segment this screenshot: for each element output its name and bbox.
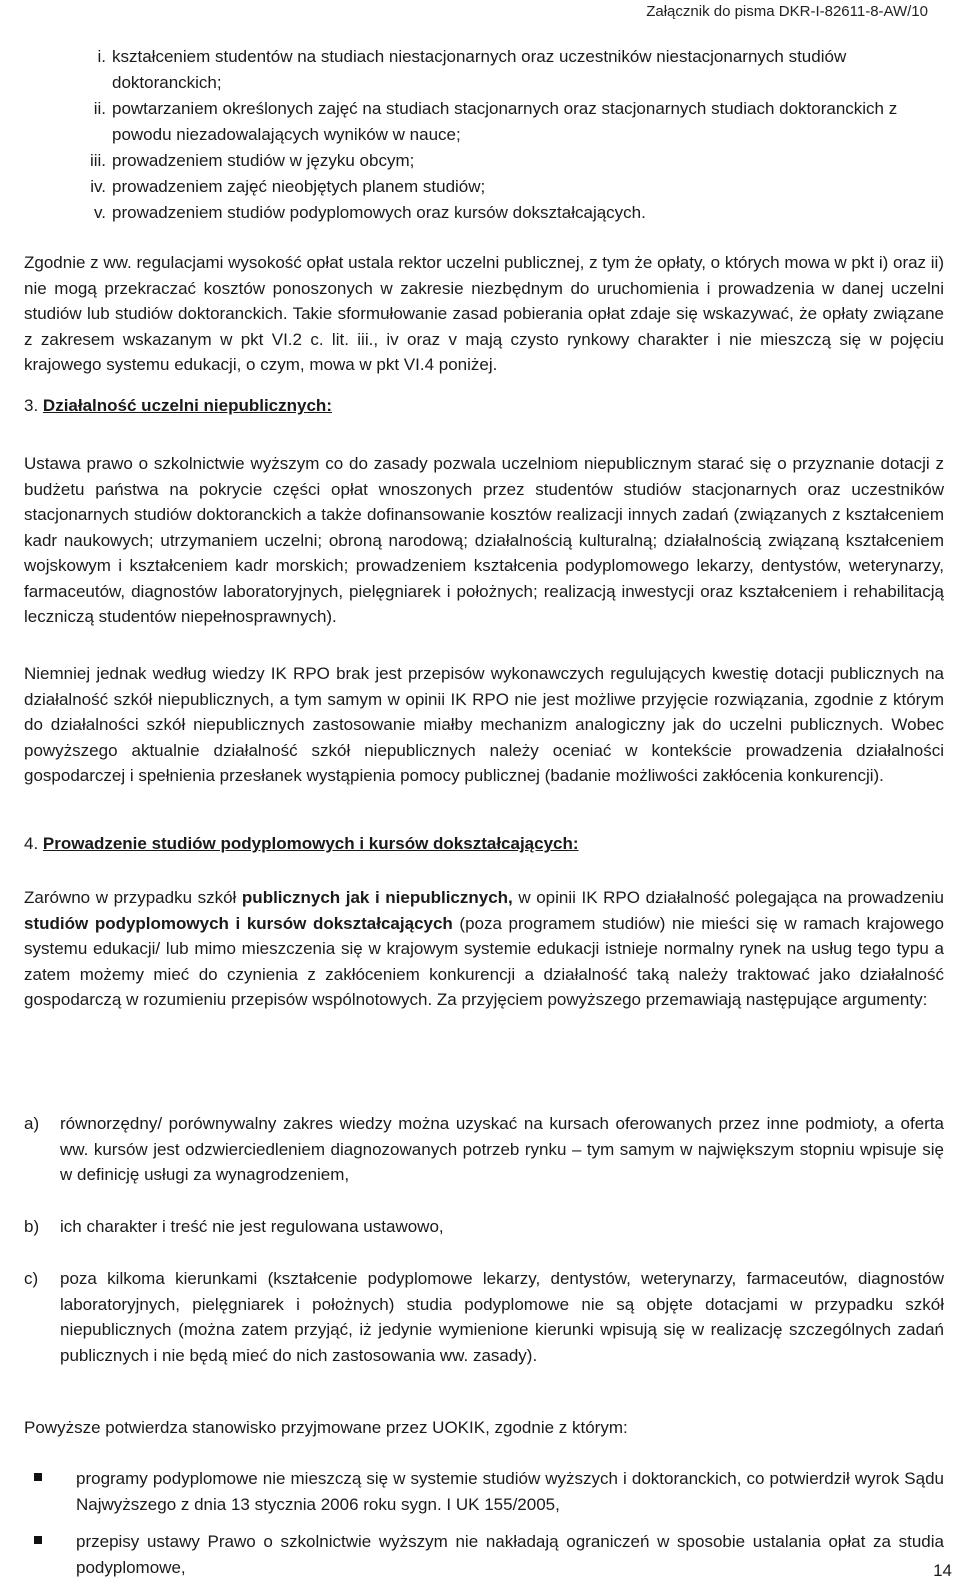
square-bullet-icon bbox=[24, 1529, 76, 1580]
section-number: 4. bbox=[24, 834, 39, 853]
letter-list-item-b bbox=[24, 1214, 944, 1240]
text-run: (poza programem studiów) nie mieści się w ramach krajowego systemu edukacji/ lub mimo mieszczenia się w krajowym systemie edukacji istnieje normalny rynek na usług tego typu a zatem możemy mieć do czynienia z zakłóceniem konkurencji a działalność taką należy traktować jako działalność gospodarczą w rozumieniu przepisów wspólnotowych. Za przyjęciem powyższego przemawiają następujące argumenty: bbox=[24, 913, 944, 1009]
section-title: Działalność uczelni niepublicznych: bbox=[42, 396, 332, 415]
list-item-text: prowadzeniem studiów w języku obcym; bbox=[112, 151, 415, 170]
list-item bbox=[24, 1214, 944, 1240]
letter-list-item-c bbox=[24, 1266, 944, 1368]
list-item bbox=[24, 1111, 944, 1188]
letter-list-item-a bbox=[24, 1111, 944, 1188]
zgodnie-paragraph-block bbox=[24, 250, 944, 378]
section-3-paragraph: Niemniej jednak według wiedzy IK RPO brak jest przepisów wykonawczych regulujących kwestię dotacji publicznych na działalność szkół niepublicznych, a tym samym w opinii IK RPO nie jest możliwe przyjęcie rozwiązania, zgodnie z którym do działalności szkół niepublicznych zastosowanie miałby mechanizm analogiczny jak do uczelni publicznych. Wobec powyższego aktualnie działalność szkół niepublicznych należy oceniać w kontekście prowadzenia działalności gospodarczej i spełnienia przesłanek wystąpienia pomocy publicznej (badanie możliwości zakłócenia konkurencji). bbox=[24, 664, 944, 785]
list-marker: iii. bbox=[89, 151, 106, 170]
list-item bbox=[24, 1266, 944, 1368]
list-item-text: powtarzaniem określonych zajęć na studiach stacjonarnych oraz stacjonarnych studiach doktoranckich z powodu niezadowalających wyników w nauce; bbox=[112, 99, 898, 144]
uokik-intro-block bbox=[24, 1415, 944, 1441]
document-page bbox=[24, 0, 944, 1589]
list-marker: ii. bbox=[93, 99, 106, 118]
square-bullet-icon bbox=[24, 1466, 76, 1517]
list-marker: v. bbox=[94, 203, 106, 222]
section-4-paragraph bbox=[24, 885, 944, 1013]
text-run: w opinii IK RPO działalność polegająca na prowadzeniu bbox=[512, 888, 944, 907]
text-run: Zarówno w przypadku szkół bbox=[24, 888, 242, 907]
bullet-item-2 bbox=[24, 1529, 944, 1580]
list-item-text: kształceniem studentów na studiach niestacjonarnych oraz uczestników niestacjonarnych studiów doktoranckich; bbox=[112, 47, 847, 92]
section-number: 3. bbox=[24, 396, 39, 415]
zgodnie-paragraph: Zgodnie z ww. regulacjami wysokość opłat ustala rektor uczelni publicznej, z tym że opłaty, o których mowa w pkt i) oraz ii) nie mogą przekraczać kosztów ponoszonych w zakresie niezbędnym do uruchomienia i prowadzenia w danej uczelni studiów lub studiów doktoranckich. Takie sformułowanie zasad pobierania opłat zdaje się wskazywać, że opłaty związane z zakresem wskazanym w pkt VI.2 c. lit. iii., iv oraz v mają czysto rynkowy charakter i nie mieszczą się w pojęciu krajowego systemu edukacji, o czym, mowa w pkt VI.4 poniżej. bbox=[24, 253, 944, 374]
list-item-text: równorzędny/ porównywalny zakres wiedzy można uzyskać na kursach oferowanych przez inne podmioty, a oferta ww. kursów jest odzwierciedleniem diagnozowanych potrzeb rynku – tym samym w największym stopniu wpisuje się w definicję usługi za wynagrodzeniem, bbox=[60, 1114, 944, 1184]
list-marker: a) bbox=[24, 1114, 40, 1133]
list-marker: c) bbox=[24, 1269, 39, 1288]
list-item bbox=[24, 148, 944, 174]
section-3-paragraph: Ustawa prawo o szkolnictwie wyższym co do zasady pozwala uczelniom niepublicznym starać się o przyznanie dotacji z budżetu państwa na pokrycie części opłat wnoszonych przez studentów studiów stacjonarnych oraz uczestników stacjonarnych studiów doktoranckich a także dofinansowanie kosztów realizacji innych zadań (związanych z kształceniem kadr naukowych; utrzymaniem uczelni; obroną narodową; działalnością kulturalną; działalnością związaną kształceniem wojskowym i kształceniem kadr morskich; prowadzeniem kształcenia podyplomowego lekarzy, dentystów, weterynarzy, farmaceutów, diagnostów laboratoryjnych, pielęgniarek i położnych; realizacją inwestycji oraz kształceniem i rehabilitacją leczniczą studentów niepełnosprawnych). bbox=[24, 454, 944, 626]
list-item-text: prowadzeniem zajęć nieobjętych planem studiów; bbox=[112, 177, 486, 196]
page-header: Załącznik do pisma DKR-I-82611-8-AW/10 bbox=[646, 3, 928, 20]
section-title: Prowadzenie studiów podyplomowych i kursów dokształcających: bbox=[42, 834, 579, 853]
section-4-heading bbox=[24, 832, 579, 856]
list-item bbox=[24, 44, 944, 96]
list-item-text: prowadzeniem studiów podyplomowych oraz kursów dokształcających. bbox=[112, 203, 646, 222]
list-item-text: ich charakter i treść nie jest regulowana ustawowo, bbox=[60, 1217, 444, 1236]
uokik-intro-paragraph: Powyższe potwierdza stanowisko przyjmowane przez UOKIK, zgodnie z którym: bbox=[24, 1418, 628, 1437]
list-marker: b) bbox=[24, 1217, 40, 1236]
section-4-paragraph-block bbox=[24, 885, 944, 1013]
list-item bbox=[24, 200, 944, 226]
list-item bbox=[24, 1466, 944, 1517]
list-item bbox=[24, 174, 944, 200]
list-item bbox=[24, 1529, 944, 1580]
roman-list bbox=[24, 44, 944, 226]
bold-text-run: studiów podyplomowych i kursów dokształcających bbox=[24, 913, 453, 933]
section-3-para-2-block bbox=[24, 661, 944, 789]
section-3-para-1-block bbox=[24, 451, 944, 630]
list-item-text: poza kilkoma kierunkami (kształcenie podyplomowe lekarzy, dentystów, weterynarzy, farmaceutów, diagnostów laboratoryjnych, pielęgniarek i położnych) studia podyplomowe nie są objęte dotacjami w przypadku szkół niepublicznych (można zatem przyjąć, iż jedynie wymienione kierunki wpisują się w realizację szczególnych zadań publicznych i nie będą mieć do nich zastosowania ww. zasady). bbox=[60, 1269, 944, 1365]
list-marker: iv. bbox=[90, 177, 106, 196]
bold-text-run: publicznych jak i niepublicznych, bbox=[241, 888, 513, 907]
section-3-heading bbox=[24, 394, 332, 418]
bullet-item-1 bbox=[24, 1466, 944, 1517]
page-number: 14 bbox=[933, 1561, 952, 1580]
list-item-text: programy podyplomowe nie mieszczą się w systemie studiów wyższych i doktoranckich, co potwierdził wyrok Sądu Najwyższego z dnia 13 stycznia 2006 roku sygn. I UK 155/2005, bbox=[76, 1469, 944, 1514]
list-item bbox=[24, 96, 944, 148]
list-marker: i. bbox=[97, 47, 106, 66]
list-item-text: przepisy ustawy Prawo o szkolnictwie wyższym nie nakładają ograniczeń w sposobie ustalania opłat za studia podyplomowe, bbox=[76, 1532, 944, 1577]
